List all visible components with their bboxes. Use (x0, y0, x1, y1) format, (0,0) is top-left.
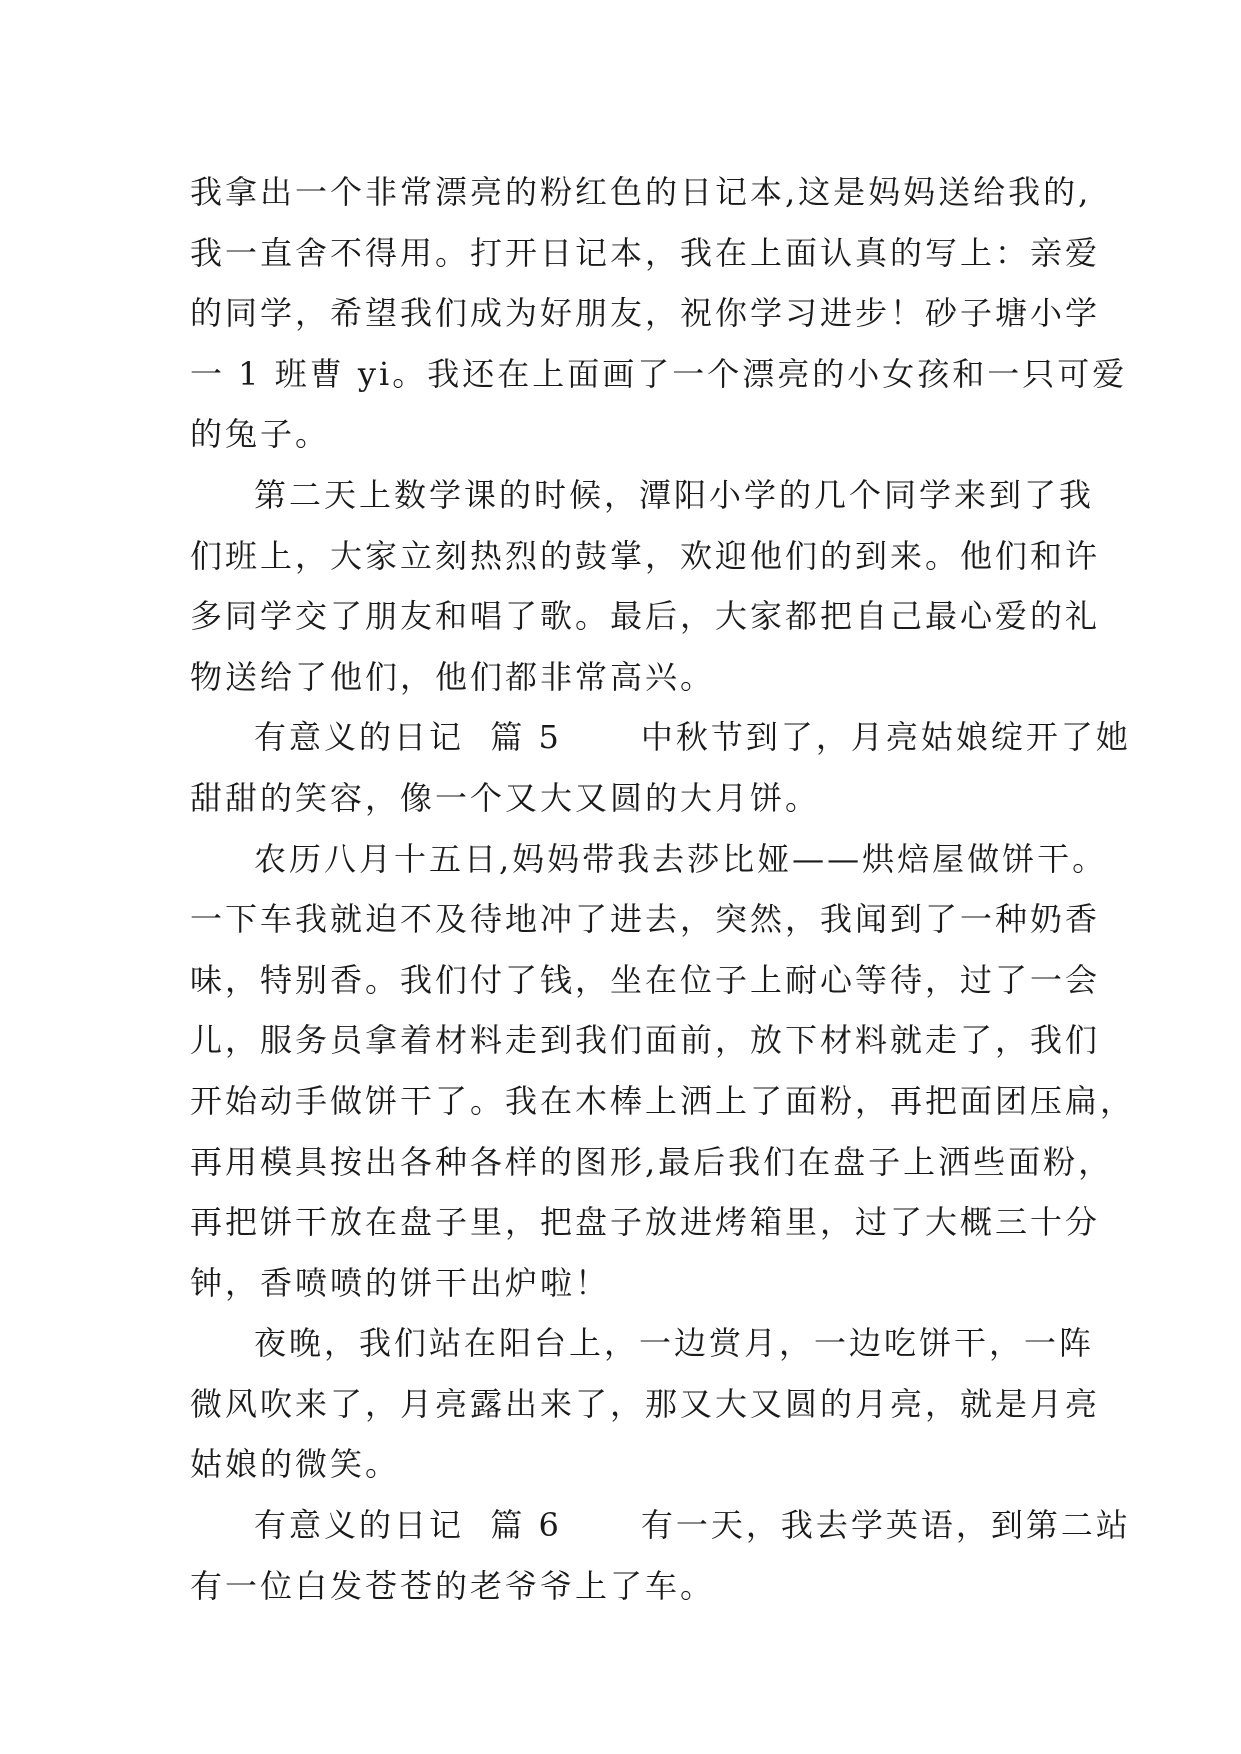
document-body (190, 162, 1136, 1616)
text-line: 再把饼干放在盘子里，把盘子放进烤箱里，过了大概三十分 (190, 1203, 1101, 1242)
text-line: 有一位白发苍苍的老爷爷上了车。 (190, 1566, 716, 1605)
text-line: 钟，香喷喷的饼干出炉啦！ (190, 1263, 611, 1302)
text-line: 夜晚，我们站在阳台上，一边赏月，一边吃饼干，一阵 (254, 1324, 1095, 1363)
text-line: 一下车我就迫不及待地冲了进去，突然，我闻到了一种奶香 (190, 900, 1101, 939)
text-line: 多同学交了朋友和唱了歌。最后，大家都把自己最心爱的礼 (190, 597, 1101, 636)
text-line: 我一直舍不得用。打开日记本，我在上面认真的写上：亲爱 (190, 233, 1101, 272)
text-line: 味，特别香。我们付了钱，坐在位子上耐心等待，过了一会 (190, 960, 1101, 999)
text-line: 开始动手做饼干了。我在木棒上洒上了面粉，再把面团压扁， (190, 1081, 1136, 1120)
text-line: 微风吹来了，月亮露出来了，那又大又圆的月亮，就是月亮 (190, 1384, 1101, 1423)
text-line: 的兔子。 (190, 415, 331, 454)
text-line: 姑娘的微笑。 (190, 1445, 401, 1484)
text-line: 一 1 班曹 yi。我还在上面画了一个漂亮的小女孩和一只可爱 (190, 354, 1128, 393)
text-line: 第二天上数学课的时候，潭阳小学的几个同学来到了我 (254, 475, 1095, 514)
text-line: 我拿出一个非常漂亮的粉红色的日记本,这是妈妈送给我的, (190, 173, 1092, 211)
section-heading-line: 有意义的日记 篇 5 中秋节到了，月亮姑娘绽开了她 (254, 718, 1131, 757)
text-line: 们班上，大家立刻热烈的鼓掌，欢迎他们的到来。他们和许 (190, 536, 1101, 575)
text-line: 甜甜的笑容，像一个又大又圆的大月饼。 (190, 778, 821, 817)
text-line: 再用模具按出各种各样的图形,最后我们在盘子上洒些面粉， (190, 1142, 1114, 1181)
text-line: 农历八月十五日,妈妈带我去莎比娅——烘焙屋做饼干。 (254, 839, 1108, 878)
section-heading-line: 有意义的日记 篇 6 有一天，我去学英语，到第二站 (254, 1506, 1131, 1545)
text-line: 儿，服务员拿着材料走到我们面前，放下材料就走了，我们 (190, 1021, 1101, 1060)
text-line: 的同学，希望我们成为好朋友，祝你学习进步！砂子塘小学 (190, 294, 1101, 333)
text-line: 物送给了他们，他们都非常高兴。 (190, 657, 716, 696)
